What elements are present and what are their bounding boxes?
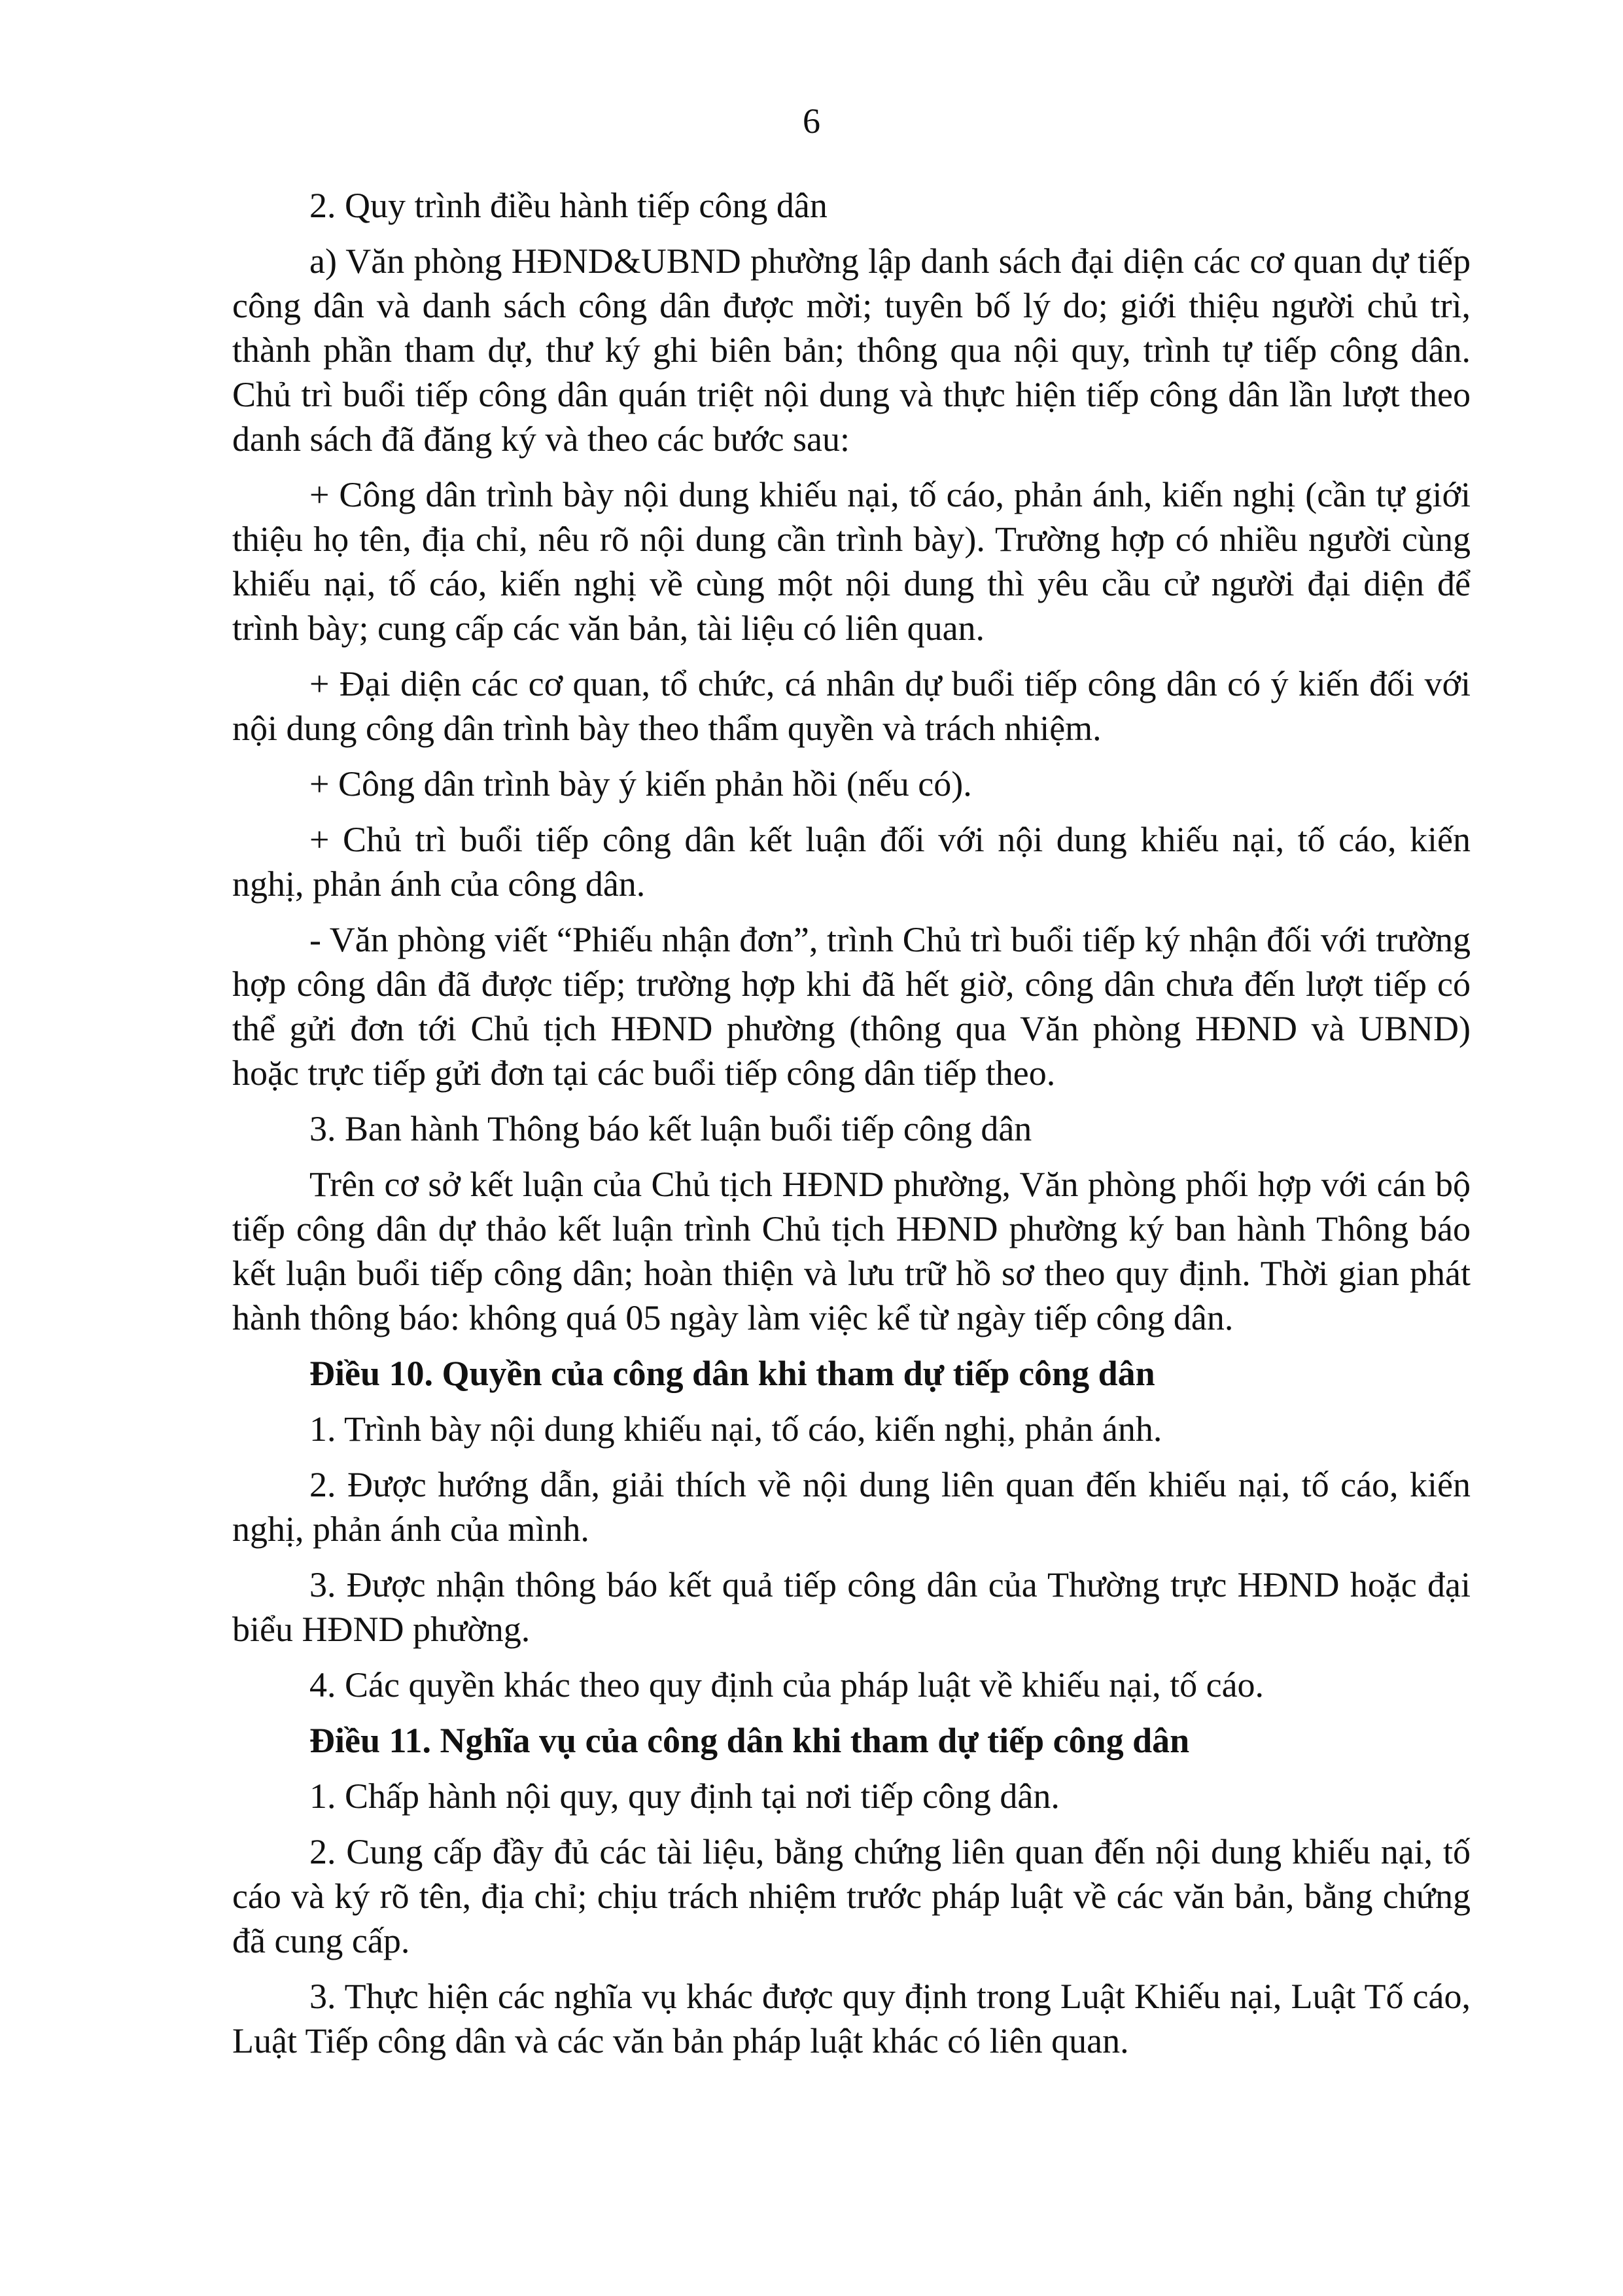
office-receipt-paragraph: - Văn phòng viết “Phiếu nhận đơn”, trình Chủ trì buổi tiếp ký nhận đối với trường hợp công dân đã được tiếp; trường hợp khi đã hết giờ, công dân chưa đến lượt tiếp có thể gửi đơn tới Chủ tịch HĐND phường (thông qua Văn phòng HĐND và UBND) hoặc trực tiếp gửi đơn tại các buổi tiếp công dân tiếp theo. bbox=[232, 920, 1471, 1093]
section-2-title: 2. Quy trình điều hành tiếp công dân bbox=[309, 186, 828, 225]
article-11-heading: Điều 11. Nghĩa vụ của công dân khi tham dự tiếp công dân bbox=[309, 1721, 1190, 1760]
step-agencies-opinion: + Đại diện các cơ quan, tổ chức, cá nhân dự buổi tiếp công dân có ý kiến đối với nội dung công dân trình bày theo thẩm quyền và trách nhiệm. bbox=[232, 664, 1471, 748]
article-10-heading: Điều 10. Quyền của công dân khi tham dự tiếp công dân bbox=[309, 1354, 1155, 1393]
section-3-title: 3. Ban hành Thông báo kết luận buổi tiếp công dân bbox=[309, 1109, 1032, 1148]
step-citizen-presents: + Công dân trình bày nội dung khiếu nại, tố cáo, phản ánh, kiến nghị (cần tự giới thiệu họ tên, địa chỉ, nêu rõ nội dung cần trình bày). Trường hợp có nhiều người cùng khiếu nại, tố cáo, kiến nghị về cùng một nội dung thì yêu cầu cử người đại diện để trình bày; cung cấp các văn bản, tài liệu có liên quan. bbox=[232, 475, 1471, 648]
article-11-item-3: 3. Thực hiện các nghĩa vụ khác được quy định trong Luật Khiếu nại, Luật Tố cáo, Luật Tiếp công dân và các văn bản pháp luật khác có liên quan. bbox=[232, 1977, 1471, 2060]
document-body bbox=[232, 183, 1471, 2074]
section-3-paragraph: Trên cơ sở kết luận của Chủ tịch HĐND phường, Văn phòng phối hợp với cán bộ tiếp công dân dự thảo kết luận trình Chủ tịch HĐND phường ký ban hành Thông báo kết luận buổi tiếp công dân; hoàn thiện và lưu trữ hồ sơ theo quy định. Thời gian phát hành thông báo: không quá 05 ngày làm việc kể từ ngày tiếp công dân. bbox=[232, 1165, 1471, 1337]
article-11-item-2: 2. Cung cấp đầy đủ các tài liệu, bằng chứng liên quan đến nội dung khiếu nại, tố cáo và ký rõ tên, địa chỉ; chịu trách nhiệm trước pháp luật về các văn bản, bằng chứng đã cung cấp. bbox=[232, 1832, 1471, 1960]
article-10-item-3: 3. Được nhận thông báo kết quả tiếp công dân của Thường trực HĐND hoặc đại biểu HĐND phường. bbox=[232, 1565, 1471, 1649]
article-11-item-1: 1. Chấp hành nội quy, quy định tại nơi tiếp công dân. bbox=[309, 1776, 1060, 1816]
article-10-item-2: 2. Được hướng dẫn, giải thích về nội dung liên quan đến khiếu nại, tố cáo, kiến nghị, phản ánh của mình. bbox=[232, 1465, 1471, 1549]
article-10-item-4: 4. Các quyền khác theo quy định của pháp luật về khiếu nại, tố cáo. bbox=[309, 1665, 1265, 1704]
step-citizen-feedback: + Công dân trình bày ý kiến phản hồi (nếu có). bbox=[309, 764, 972, 804]
page-number: 6 bbox=[803, 101, 820, 141]
section-2a-paragraph: a) Văn phòng HĐND&UBND phường lập danh sách đại diện các cơ quan dự tiếp công dân và danh sách công dân được mời; tuyên bố lý do; giới thiệu người chủ trì, thành phần tham dự, thư ký ghi biên bản; thông qua nội quy, trình tự tiếp công dân. Chủ trì buổi tiếp công dân quán triệt nội dung và thực hiện tiếp công dân lần lượt theo danh sách đã đăng ký và theo các bước sau: bbox=[232, 241, 1471, 459]
article-10-item-1: 1. Trình bày nội dung khiếu nại, tố cáo, kiến nghị, phản ánh. bbox=[309, 1409, 1162, 1449]
step-chair-conclusion: + Chủ trì buổi tiếp công dân kết luận đối với nội dung khiếu nại, tố cáo, kiến nghị, phản ánh của công dân. bbox=[232, 820, 1471, 904]
